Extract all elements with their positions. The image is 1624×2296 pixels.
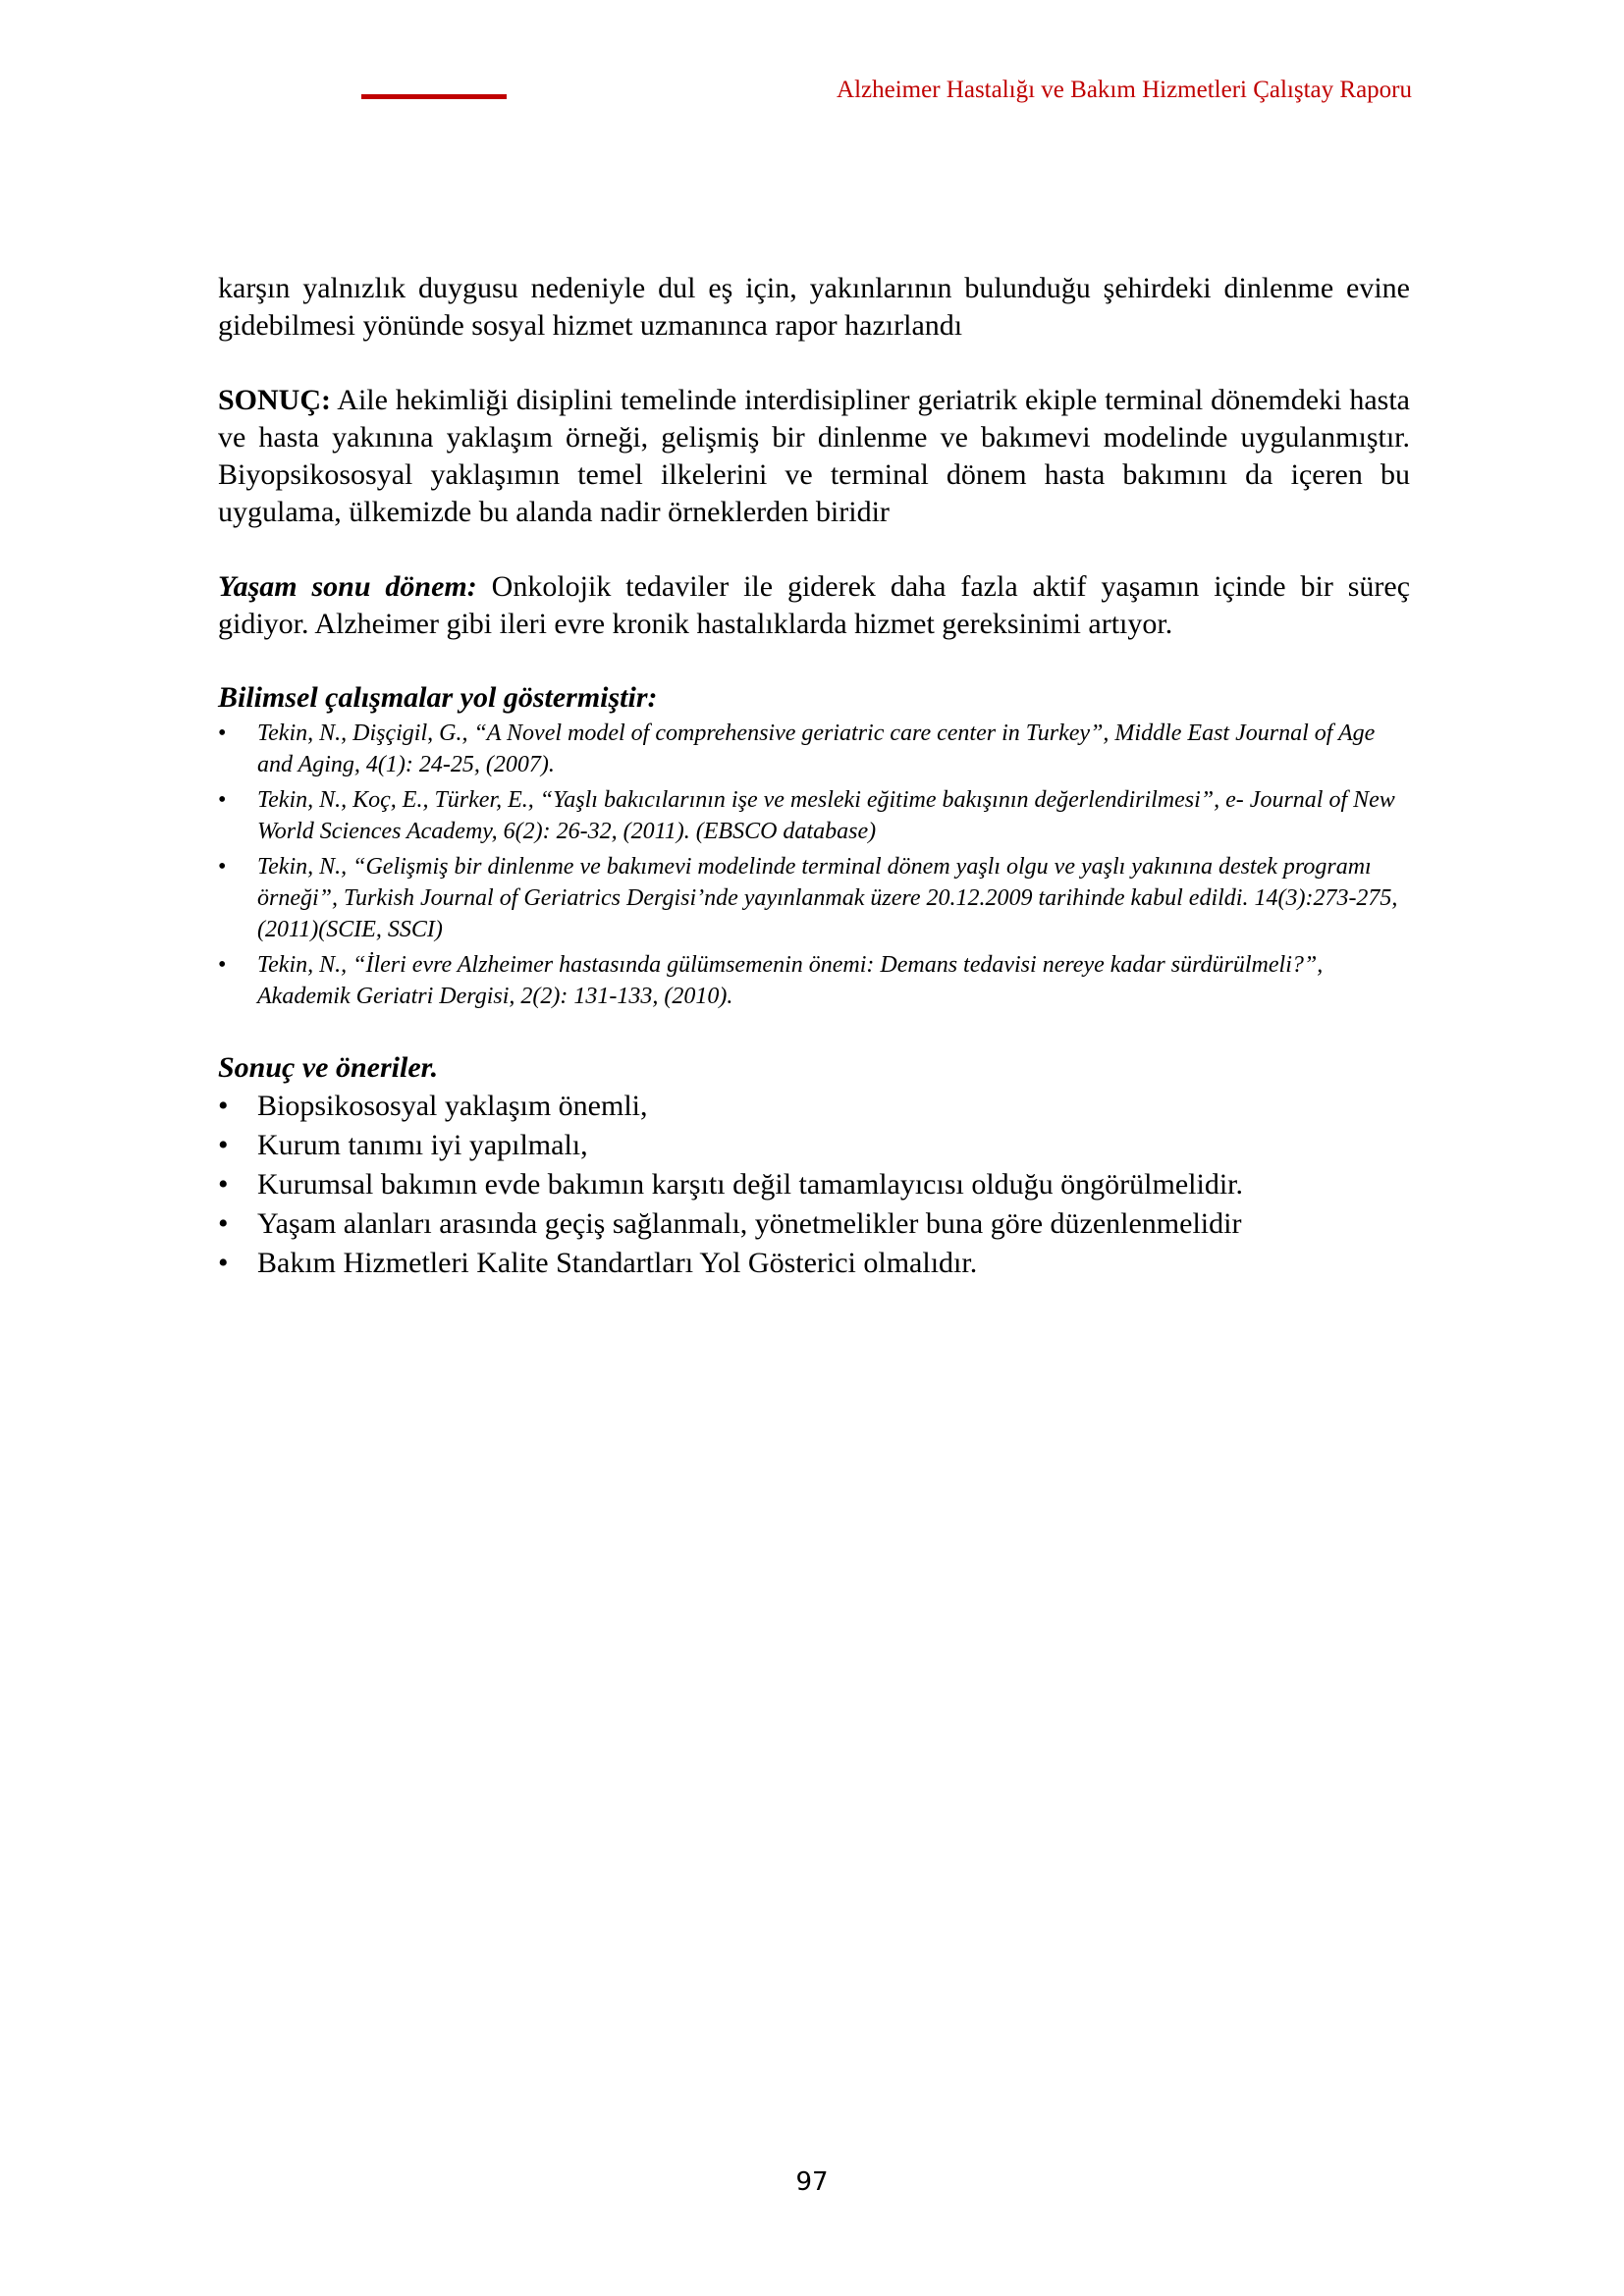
end-of-life-label: Yaşam sonu dönem:: [218, 570, 477, 603]
recommendation-text: Kurum tanımı iyi yapılmalı,: [257, 1129, 588, 1161]
references-list: [218, 718, 1410, 1012]
recommendation-text: Biopsikososyal yaklaşım önemli,: [257, 1090, 648, 1122]
list-item: [218, 1244, 1410, 1283]
end-of-life-paragraph: [218, 568, 1410, 643]
bullet-icon: •: [218, 1090, 229, 1122]
list-item: [218, 1204, 1410, 1244]
reference-text: Tekin, N., “Gelişmiş bir dinlenme ve bakımevi modelinde terminal dönem yaşlı olgu ve yaşlı yakınına destek programı örneği”, Turkish Journal of Geriatrics Dergisi’nde yayınlanmak üzere 20.12.2009 tarihinde kabul edildi. 14(3):273-275, (2011)(SCIE, SSCI): [257, 854, 1398, 942]
references-heading: Bilimsel çalışmalar yol göstermiştir:: [218, 681, 658, 714]
bullet-icon: •: [218, 1207, 229, 1240]
bullet-icon: •: [218, 787, 227, 813]
bullet-icon: •: [218, 854, 227, 880]
recommendations-heading: Sonuç ve öneriler.: [218, 1051, 439, 1084]
bullet-icon: •: [218, 721, 227, 746]
list-item: [218, 1165, 1410, 1204]
bullet-icon: •: [218, 1168, 229, 1201]
conclusion-text: Aile hekimliği disiplini temelinde interdisipliner geriatrik ekiple terminal dönemdeki hasta ve hasta yakınına yaklaşım örneği, gelişmiş bir dinlenme ve bakımevi modelinde uygulanmıştır. Biyopsikososyal yaklaşımın temel ilkelerini ve terminal dönem hasta bakımını da içeren bu uygulama, ülkemizde bu alanda nadir örneklerden biridir: [218, 384, 1410, 528]
recommendation-text: Bakım Hizmetleri Kalite Standartları Yol Gösterici olmalıdır.: [257, 1247, 978, 1279]
bullet-icon: •: [218, 1247, 229, 1279]
continuation-paragraph: karşın yalnızlık duygusu nedeniyle dul eş için, yakınlarının bulunduğu şehirdeki dinlenme evine gidebilmesi yönünde sosyal hizmet uzmanınca rapor hazırlandı: [218, 272, 1410, 342]
list-item: [218, 1087, 1410, 1126]
list-item: [218, 784, 1410, 847]
running-header-title: Alzheimer Hastalığı ve Bakım Hizmetleri Çalıştay Raporu: [837, 77, 1412, 103]
bullet-icon: •: [218, 1129, 229, 1161]
conclusion-paragraph: [218, 382, 1410, 531]
reference-text: Tekin, N., “İleri evre Alzheimer hastasında gülümsemenin önemi: Demans tedavisi nereye kadar sürdürülmeli?”, Akademik Geriatri Dergisi, 2(2): 131-133, (2010).: [257, 952, 1324, 1009]
list-item: [218, 1126, 1410, 1165]
header-rule: [361, 94, 507, 99]
page-number: 97: [795, 2167, 829, 2197]
recommendation-text: Yaşam alanları arasında geçiş sağlanmalı, yönetmelikler buna göre düzenlenmelidir: [257, 1207, 1242, 1240]
bullet-icon: •: [218, 952, 227, 978]
list-item: [218, 718, 1410, 780]
list-item: [218, 949, 1410, 1012]
page-content: [218, 270, 1410, 1283]
end-of-life-text: Onkolojik tedaviler ile giderek daha fazla aktif yaşamın içinde bir süreç gidiyor. Alzheimer gibi ileri evre kronik hastalıklarda hizmet gereksinimi artıyor.: [218, 570, 1411, 640]
conclusion-label: SONUÇ:: [218, 384, 332, 416]
recommendation-text: Kurumsal bakımın evde bakımın karşıtı değil tamamlayıcısı olduğu öngörülmelidir.: [257, 1168, 1243, 1201]
reference-text: Tekin, N., Dişçigil, G., “A Novel model of comprehensive geriatric care center in Turkey”, Middle East Journal of Age and Aging, 4(1): 24-25, (2007).: [257, 721, 1376, 777]
list-item: [218, 851, 1410, 945]
reference-text: Tekin, N., Koç, E., Türker, E., “Yaşlı bakıcılarının işe ve mesleki eğitime bakışının değerlendirilmesi”, e- Journal of New World Sciences Academy, 6(2): 26-32, (2011). (EBSCO database): [257, 787, 1395, 844]
recommendations-list: [218, 1087, 1410, 1283]
